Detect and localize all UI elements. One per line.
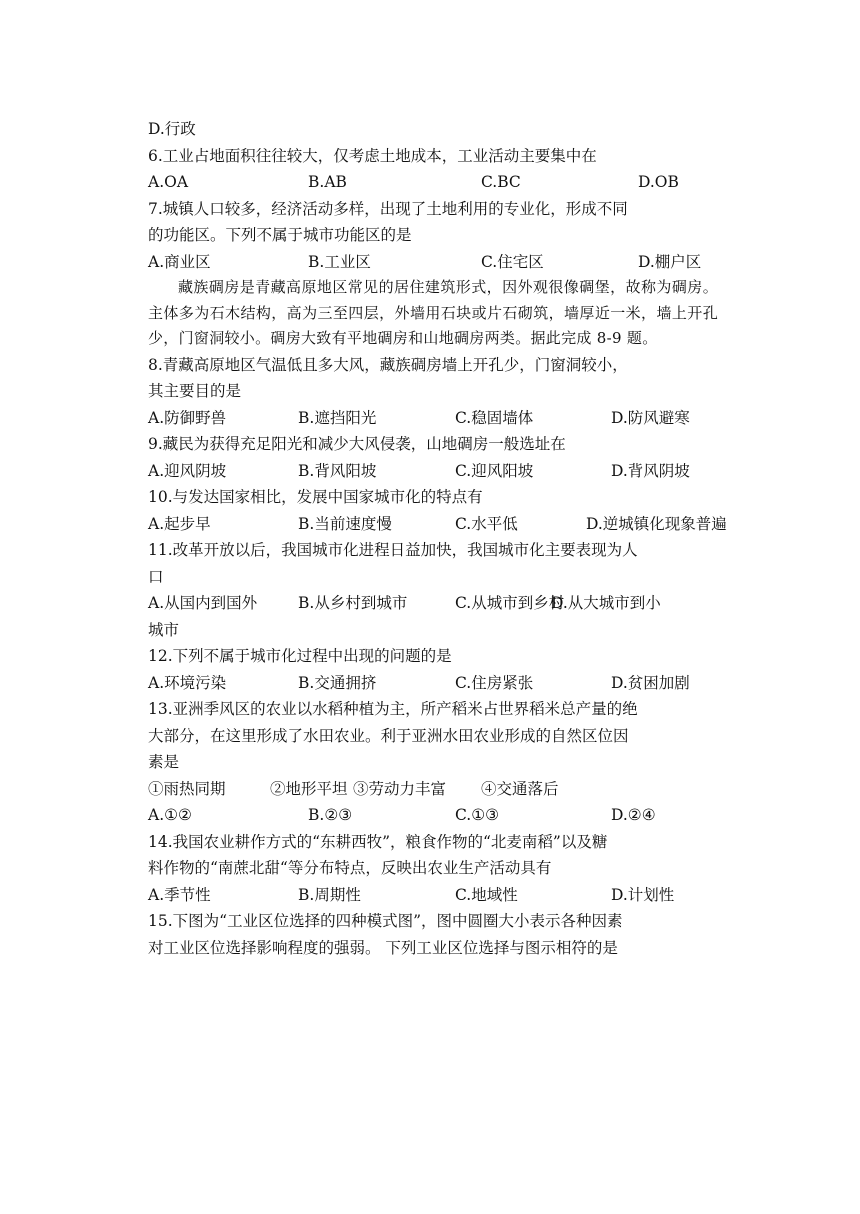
q10-option-b: B.当前速度慢	[298, 514, 392, 533]
q12-option-a: A.环境污染	[148, 673, 227, 692]
q10-options	[148, 511, 727, 538]
q7-option-b: B.工业区	[308, 252, 371, 271]
q14-option-a: A.季节性	[148, 885, 211, 904]
q13-option-c: C.①③	[455, 806, 500, 824]
q8-option-b: B.遮挡阳光	[298, 408, 377, 427]
q13-choices	[148, 776, 718, 803]
q14-option-d: D.计划性	[611, 885, 675, 904]
q11-option-d: D.从大城市到小	[551, 594, 661, 612]
q6-stem: 6.工业占地面积往往较大，仅考虑土地成本，工业活动主要集中在	[148, 146, 597, 165]
q5-option-d: D.行政	[148, 120, 196, 138]
q11-options	[148, 590, 718, 617]
q7-option-d: D.棚户区	[638, 252, 702, 271]
q11-option-b: B.从乡村到城市	[298, 594, 408, 612]
reading-passage: 藏族碉房是青藏高原地区常见的居住建筑形式，因外观很像碉堡，故称为碉房。主体多为石木结构，高为三至四层，外墙用石块或片石砌筑，墙厚近一米，墙上开孔少，门窗洞较小。碉房大致有平地碉房和山地碉房两类。据此完成 8-9 题。	[148, 278, 718, 347]
q14-option-c: C.地域性	[455, 885, 518, 904]
q12-option-d: D.贫困加剧	[611, 673, 690, 692]
q15-stem-2: 对工业区位选择影响程度的强弱。 下列工业区位选择与图示相符的是	[148, 938, 618, 957]
q14-stem-1: 14.我国农业耕作方式的“东耕西牧”，粮食作物的“北麦南稻”以及糖	[148, 832, 608, 851]
q9-option-b: B.背风阳坡	[298, 461, 377, 480]
q8-stem-2: 其主要目的是	[148, 382, 242, 400]
q9-option-c: C.迎风阳坡	[455, 461, 534, 480]
q11-option-d-tail: 城市	[148, 620, 180, 639]
q8-options	[148, 405, 718, 432]
q6-options	[148, 169, 718, 196]
q10-option-d: D.逆城镇化现象普遍	[586, 514, 727, 533]
q13-choice-3: ③劳动力丰富	[353, 779, 447, 798]
q13-choice-1: ①雨热同期	[148, 779, 226, 798]
q13-stem-2: 大部分，在这里形成了水田农业。利于亚洲水田农业形成的自然区位因	[148, 726, 629, 745]
q13-option-b: B.②③	[308, 806, 353, 824]
q13-stem-3: 素是	[148, 753, 180, 771]
q12-options	[148, 670, 718, 697]
q10-option-c: C.水平低	[455, 514, 518, 533]
q9-option-d: D.背风阴坡	[611, 461, 690, 480]
q11-stem-2: 口	[148, 567, 164, 586]
q7-option-c: C.住宅区	[481, 252, 544, 271]
q13-options	[148, 802, 718, 829]
q11-option-c: C.从城市到乡村	[455, 594, 565, 612]
q7-option-a: A.商业区	[148, 252, 211, 271]
q6-option-b: B.AB	[308, 173, 347, 191]
q8-option-a: A.防御野兽	[148, 408, 227, 427]
q7-stem-2: 的功能区。下列不属于城市功能区的是	[148, 226, 412, 244]
q10-option-a: A.起步早	[148, 514, 211, 533]
q9-options	[148, 458, 718, 485]
q12-stem: 12.下列不属于城市化过程中出现的问题的是	[148, 647, 452, 665]
q11-stem-1: 11.改革开放以后，我国城市化进程日益加快，我国城市化主要表现为人	[148, 541, 638, 559]
q13-stem-1: 13.亚洲季风区的农业以水稻种植为主，所产稻米占世界稻米总产量的绝	[148, 700, 638, 718]
q11-option-a: A.从国内到国外	[148, 594, 258, 612]
exam-page	[148, 116, 727, 961]
q10-stem: 10.与发达国家相比，发展中国家城市化的特点有	[148, 488, 483, 506]
q6-option-c: C.BC	[481, 173, 521, 191]
q6-option-d: D.OB	[638, 173, 679, 191]
q7-stem-1: 7.城镇人口较多，经济活动多样，出现了土地利用的专业化，形成不同	[148, 199, 628, 218]
q9-stem: 9.藏民为获得充足阳光和减少大风侵袭，山地碉房一般选址在	[148, 435, 566, 453]
q15-stem-1: 15.下图为“工业区位选择的四种模式图”，图中圆圈大小表示各种因素	[148, 912, 623, 930]
q13-choice-2: ②地形平坦	[270, 779, 348, 798]
q12-option-b: B.交通拥挤	[298, 673, 377, 692]
q13-option-d: D.②④	[611, 806, 656, 824]
q8-stem-1: 8.青藏高原地区气温低且多大风，藏族碉房墙上开孔少，门窗洞较小，	[148, 355, 628, 374]
q14-options	[148, 882, 718, 909]
q13-choice-4: ④交通落后	[481, 779, 559, 798]
q13-option-a: A.①②	[148, 806, 192, 824]
q12-option-c: C.住房紧张	[455, 673, 534, 692]
q8-option-d: D.防风避寒	[611, 408, 690, 427]
q8-option-c: C.稳固墙体	[455, 408, 534, 427]
q6-option-a: A.OA	[148, 173, 189, 191]
q7-options	[148, 249, 718, 276]
q14-stem-2: 料作物的“南蔗北甜“等分布特点，反映出农业生产活动具有	[148, 859, 552, 877]
q14-option-b: B.周期性	[298, 885, 361, 904]
q9-option-a: A.迎风阴坡	[148, 461, 227, 480]
